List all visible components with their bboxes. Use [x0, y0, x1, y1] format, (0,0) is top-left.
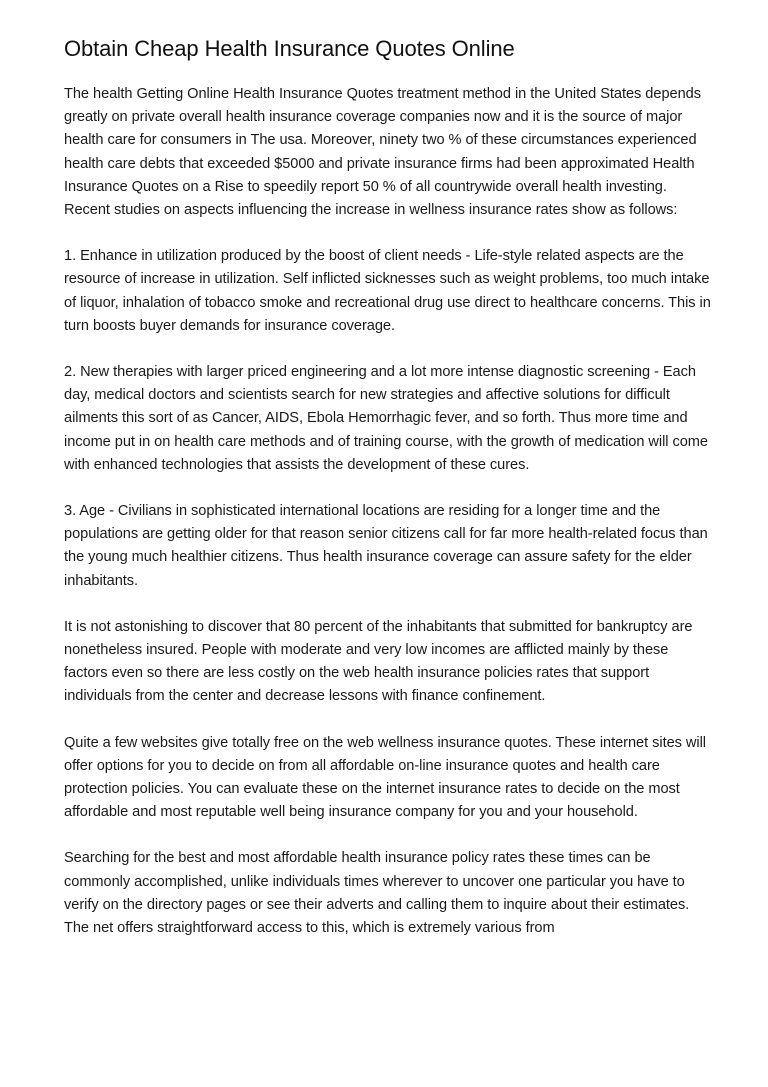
paragraph-bankruptcy: It is not astonishing to discover that 80 percent of the inhabitants that submitted for bankruptcy are nonetheless insured. People with moderate and very low incomes are afflicted mainly by these factors even so there are less costly on the web health insurance policies rates that support individuals from the center and decrease lessons with finance confinement. — [64, 618, 693, 705]
paragraph-searching: Searching for the best and most affordable health insurance policy rates these times can be commonly accomplished, unlike individuals times wherever to uncover one particular you have to verify on the directory pages or see their adverts and calling them to inquire about their estimates. The net offers straightforward access to this, which is extremely various from — [64, 850, 690, 937]
paragraph-point-1: 1. Enhance in utilization produced by the boost of client needs - Life-style related aspects are the resource of increase in utilization. Self inflicted sicknesses such as weight problems, too much intake of liquor, inhalation of tobacco smoke and recreational drug use direct to healthcare concerns. This in turn boosts buyer demands for insurance coverage. — [64, 248, 711, 334]
document-page — [64, 35, 712, 963]
paragraph-point-2: 2. New therapies with larger priced engineering and a lot more intense diagnostic screening - Each day, medical doctors and scientists search for new strategies and affective solutions for difficult ailments this sort of as Cancer, AIDS, Ebola Hemorrhagic fever, and so forth. Thus more time and income put in on health care methods and of training course, with the growth of medication will come with enhanced technologies that assists the development of these cures. — [64, 364, 708, 473]
document-title: Obtain Cheap Health Insurance Quotes Online — [64, 36, 515, 61]
paragraph-websites: Quite a few websites give totally free on the web wellness insurance quotes. These internet sites will offer options for you to decide on from all affordable on-line insurance quotes and health care protection policies. You can evaluate these on the internet insurance rates to decide on the most affordable and most reputable well being insurance company for you and your household. — [64, 734, 706, 821]
paragraph-intro: The health Getting Online Health Insurance Quotes treatment method in the United States depends greatly on private overall health insurance coverage companies now and it is the source of major health care for consumers in The usa. Moreover, ninety two % of these circumstances experienced health care debts that exceeded $5000 and private insurance firms had been approximated Health Insurance Quotes on a Rise to speedily report 50 % of all countrywide overall health investing. Recent studies on aspects influencing the increase in wellness insurance rates show as follows: — [64, 86, 701, 219]
paragraph-point-3: 3. Age - Civilians in sophisticated international locations are residing for a longer time and the populations are getting older for that reason senior citizens call for far more health-related focus than the young much healthier citizens. Thus health insurance coverage can assure safety for the elder inhabitants. — [64, 503, 708, 589]
